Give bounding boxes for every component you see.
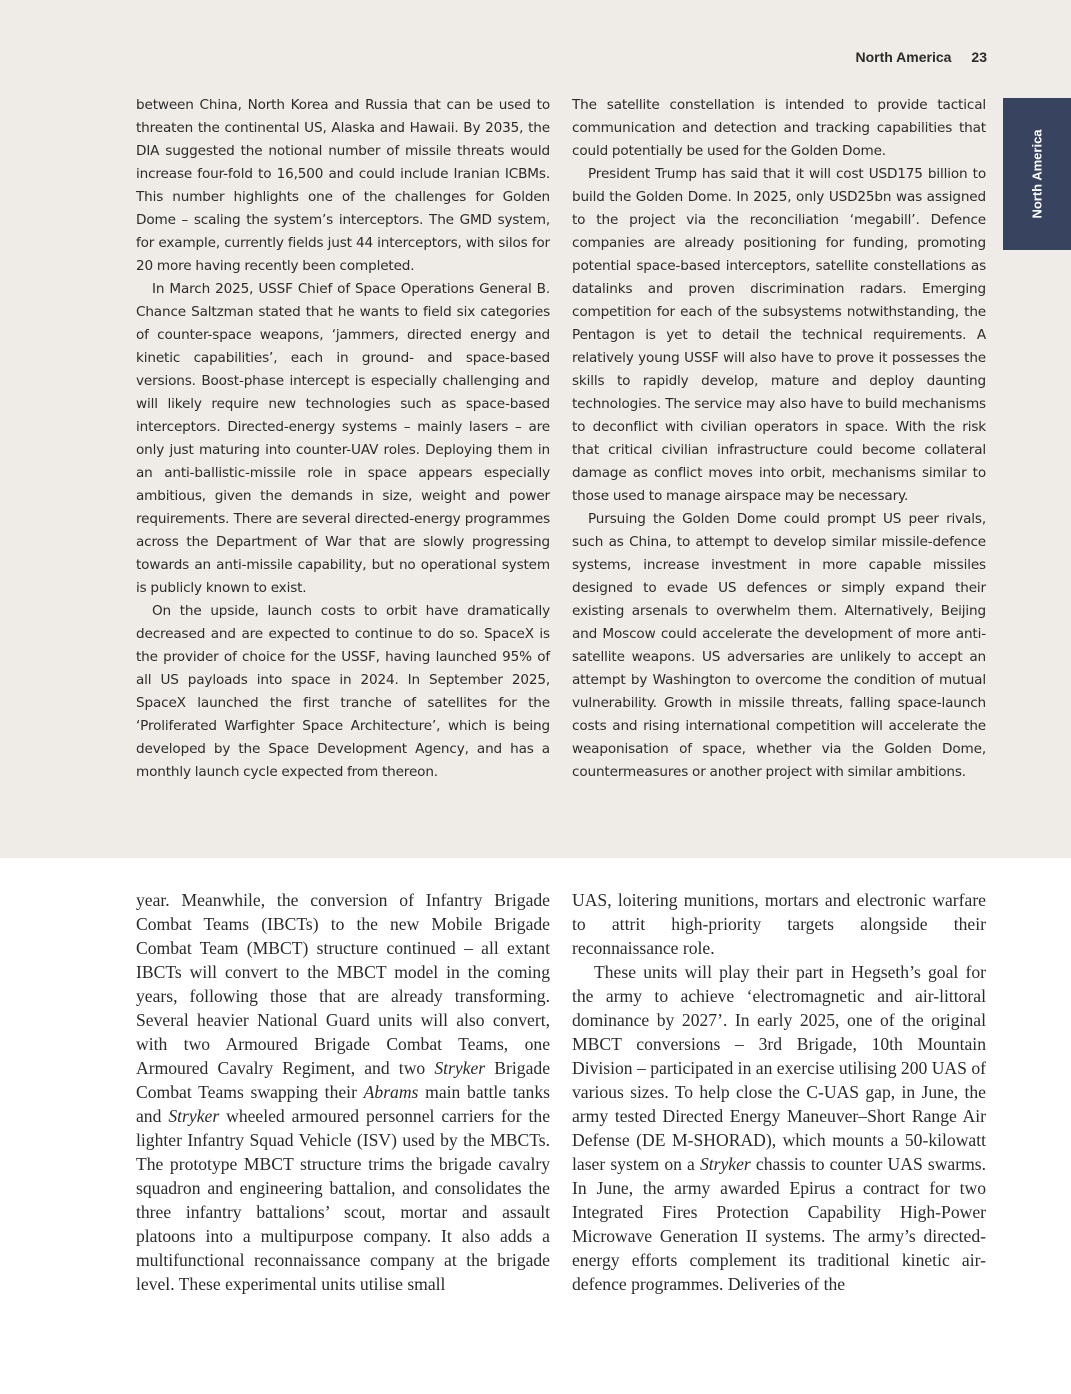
text-run: Brigade Combat Teams swapping their bbox=[136, 1058, 550, 1102]
paragraph bbox=[572, 960, 986, 1296]
paragraph: Pursuing the Golden Dome could prompt US peer rivals, such as China, to attempt to develop similar missile-defence systems, increase investment in more capable missiles designed to evade US defences or simply expand their existing arsenals to overwhelm them. Alternatively, Beijing and Moscow could accelerate the development of more anti-satellite weapons. US adversaries are unlikely to accept an attempt by Washington to overcome the condition of mutual vulnerability. Growth in missile threats, falling space-launch costs and rising international competition will accelerate the weaponisation of space, whether via the Golden Dome, countermeasures or another project with similar ambitions. bbox=[572, 511, 986, 780]
paragraph: The satellite constellation is intended to provide tactical communication and detection and tracking capabilities that could potentially be used for the Golden Dome. bbox=[572, 97, 986, 159]
text-run: main battle tanks and bbox=[136, 1082, 550, 1126]
paragraph: President Trump has said that it will cost USD175 billion to build the Golden Dome. In 2025, only USD25bn was assigned to the project via the reconciliation ‘megabill’. Defence companies are already positioning for funding, promoting potential space-based interceptors, satellite constellations as datalinks and proven discrimination radars. Emerging competition for each of the subsystems notwithstanding, the Pentagon is yet to detail the technical requirements. A relatively young USSF will also have to prove it possesses the skills to rapidly develop, mature and deploy daunting technologies. The service may also have to build mechanisms to deconflict with civilian operators in space. With the risk that critical civilian infrastructure could become collateral damage as conflict moves into orbit, mechanisms similar to those used to manage airspace may be necessary. bbox=[572, 166, 986, 504]
box-left-column bbox=[136, 94, 550, 784]
vehicle-name: Stryker bbox=[168, 1106, 220, 1126]
vehicle-name: Stryker bbox=[434, 1058, 486, 1078]
paragraph: between China, North Korea and Russia that can be used to threaten the continental US, Alaska and Hawaii. By 2035, the DIA suggested the notional number of missile threats would increase four-fold to 16,500 and could include Iranian ICBMs. This number highlights one of the challenges for Golden Dome – scaling the system’s interceptors. The GMD system, for example, currently fields just 44 interceptors, with silos for 20 more having recently been completed. bbox=[136, 97, 550, 274]
paragraph bbox=[136, 888, 550, 1296]
vehicle-name: Abrams bbox=[363, 1082, 419, 1102]
paragraph: In March 2025, USSF Chief of Space Operations General B. Chance Saltzman stated that he wants to field six categories of counter-space weapons, ‘jammers, directed energy and kinetic capabilities’, each in ground- and space-based versions. Boost-phase intercept is especially challenging and will likely require new technologies such as space-based interceptors. Directed-energy systems – mainly lasers – are only just maturing into counter-UAV roles. Deploying them in an anti-ballistic-missile role in space appears especially ambitious, given the demands in size, weight and power requirements. There are several directed-energy programmes across the Department of War that are slowly progressing towards an anti-missile capability, but no operational system is publicly known to exist. bbox=[136, 281, 550, 596]
text-run: year. Meanwhile, the conversion of Infantry Brigade Combat Teams (IBCTs) to the new Mobile Brigade Combat Team (MBCT) structure continued – all extant IBCTs will convert to the MBCT model in the coming years, following those that are already transforming. Several heavier National Guard units will also convert, with two Armoured Brigade Combat Teams, one Armoured Cavalry Regiment, and two bbox=[136, 890, 550, 1078]
running-header bbox=[700, 49, 987, 65]
page-number: 23 bbox=[971, 49, 987, 65]
body-right-column bbox=[572, 888, 986, 1296]
side-tab-label: North America bbox=[1029, 129, 1045, 219]
paragraph: UAS, loitering munitions, mortars and electronic warfare to attrit high-priority targets alongside their reconnaissance role. bbox=[572, 890, 986, 958]
body-left-column bbox=[136, 888, 550, 1296]
vehicle-name: Stryker bbox=[699, 1154, 751, 1174]
box-right-column bbox=[572, 94, 986, 784]
text-run: These units will play their part in Hegseth’s goal for the army to achieve ‘electromagnetic and air-littoral dominance by 2027’. In early 2025, one of the original MBCT conversions – 3rd Brigade, 10th Mountain Division – participated in an exercise utilising 200 UAS of various sizes. To help close the C-UAS gap, in June, the army tested Directed Energy Maneuver–Short Range Air Defense (DE M-SHORAD), which mounts a 50-kilowatt laser system on a bbox=[572, 962, 986, 1174]
text-run: wheeled armoured personnel carriers for the lighter Infantry Squad Vehicle (ISV) used by the MBCTs. The prototype MBCT structure trims the brigade cavalry squadron and engineering battalion, and consolidates the three infantry battalions’ scout, mortar and assault platoons into a multipurpose company. It also adds a multifunctional reconnaissance company at the brigade level. These experimental units utilise small bbox=[136, 1106, 551, 1294]
section-side-tab bbox=[1003, 98, 1071, 250]
section-title: North America bbox=[855, 49, 952, 65]
text-run: chassis to counter UAS swarms. In June, the army awarded Epirus a contract for two Integrated Fires Protection Capability High-Power Microwave Generation II systems. The army’s directed-energy efforts complement its traditional kinetic air-defence programmes. Deliveries of the bbox=[572, 1154, 986, 1294]
paragraph: On the upside, launch costs to orbit have dramatically decreased and are expected to continue to do so. SpaceX is the provider of choice for the USSF, having launched 95% of all US payloads into space in 2024. In September 2025, SpaceX launched the first tranche of satellites for the ‘Proliferated Warfighter Space Architecture’, which is being developed by the Space Development Agency, and has a monthly launch cycle expected from thereon. bbox=[136, 603, 550, 780]
